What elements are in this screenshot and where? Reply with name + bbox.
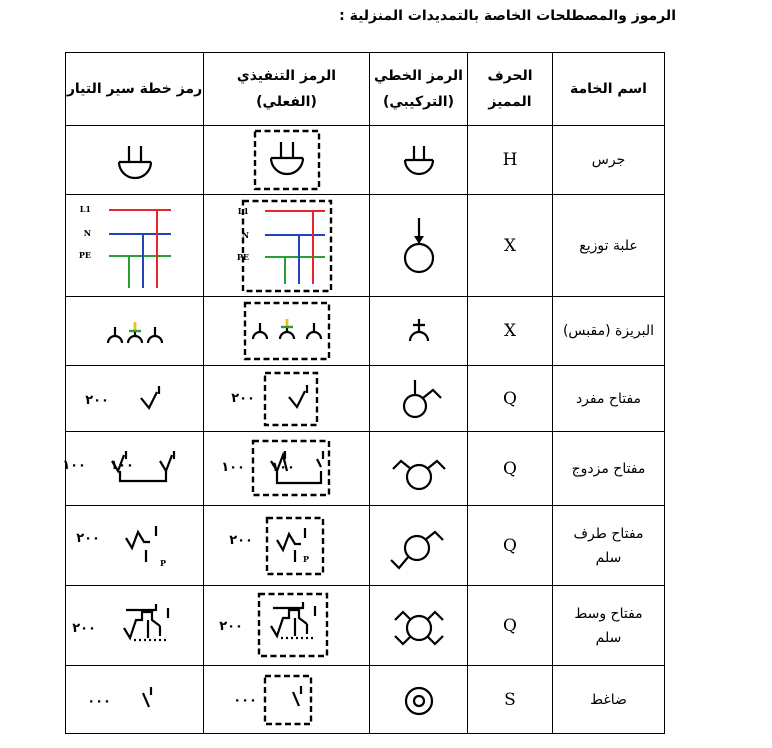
svg-text:٢٠٠: ٢٠٠ <box>75 530 100 546</box>
svg-text:١٠٠: ١٠٠ <box>61 457 86 473</box>
row-letter: S <box>468 666 553 734</box>
exec-symbol <box>204 586 370 666</box>
row-letter: Q <box>468 432 553 506</box>
double-switch-line-icon <box>387 439 451 499</box>
row-letter: X <box>468 297 553 366</box>
distribution-box-line-icon <box>389 214 449 278</box>
row-letter: Q <box>468 366 553 432</box>
double-switch-exec-icon <box>220 437 337 501</box>
flow-symbol <box>66 366 204 432</box>
stair-middle-switch-exec-icon <box>218 590 337 662</box>
push-button-line-icon <box>389 675 449 725</box>
table-row <box>66 195 665 297</box>
row-name: جرس <box>553 126 665 195</box>
flow-symbol <box>66 586 204 666</box>
table-row <box>66 432 665 506</box>
exec-symbol <box>204 366 370 432</box>
svg-text:٢٠٠: ٢٠٠ <box>228 532 253 548</box>
row-name: ضاغط <box>553 666 665 734</box>
bell-flow-icon <box>85 140 185 180</box>
svg-text:٢٠٠: ٢٠٠ <box>84 392 109 408</box>
svg-text:٠٠٠: ٠٠٠ <box>232 692 257 708</box>
svg-text:N: N <box>83 227 91 238</box>
flow-symbol <box>66 195 204 297</box>
line-symbol <box>370 366 468 432</box>
exec-symbol <box>204 126 370 195</box>
svg-text:٢٠٠: ٢٠٠ <box>71 620 96 636</box>
socket-exec-icon <box>237 299 337 363</box>
line-symbol <box>370 195 468 297</box>
svg-text:١٠٠: ١٠٠ <box>220 459 245 475</box>
stair-end-switch-flow-icon <box>75 514 190 578</box>
flow-symbol <box>61 432 204 506</box>
row-name: مفتاح مزدوج <box>553 432 665 506</box>
line-symbol <box>370 126 468 195</box>
table-row <box>66 297 665 366</box>
page-title: الرموز والمصطلحات الخاصة بالتمديدات المنزلية : <box>339 8 676 24</box>
row-name: مفتاح مفرد <box>553 366 665 432</box>
svg-text:٠٠٠: ٠٠٠ <box>86 693 111 709</box>
svg-text:٢٠٠: ٢٠٠ <box>230 390 255 406</box>
svg-text:P: P <box>159 557 166 568</box>
header-line-symbol: الرمز الخطي (التركيبي) <box>370 53 468 126</box>
table-row <box>66 366 665 432</box>
svg-text:PE: PE <box>78 249 91 260</box>
single-switch-exec-icon <box>230 369 337 429</box>
row-letter: Q <box>468 586 553 666</box>
push-button-flow-icon <box>85 675 185 725</box>
line-symbol <box>370 666 468 734</box>
exec-symbol <box>204 195 370 297</box>
line-symbol <box>370 506 468 586</box>
row-name: مفتاح وسط سلم <box>553 586 665 666</box>
single-switch-line-icon <box>389 374 449 424</box>
distribution-box-exec-icon <box>237 198 337 294</box>
row-letter: X <box>468 195 553 297</box>
header-row <box>66 53 665 126</box>
row-letter: H <box>468 126 553 195</box>
line-symbol <box>370 297 468 366</box>
svg-text:٢٠٠: ٢٠٠ <box>218 618 243 634</box>
table-row <box>66 506 665 586</box>
bell-line-icon <box>389 140 449 180</box>
svg-text:N: N <box>241 229 249 240</box>
row-name: البريزة (مقبس) <box>553 297 665 366</box>
single-switch-flow-icon <box>85 374 185 424</box>
distribution-box-flow-icon <box>78 200 185 292</box>
row-name: مفتاح طرف سلم <box>553 506 665 586</box>
svg-text:L1: L1 <box>237 205 249 216</box>
svg-text:١٠٠: ١٠٠ <box>270 459 295 475</box>
line-symbol <box>370 432 468 506</box>
push-button-exec-icon <box>232 672 337 728</box>
row-name: علبة توزيع <box>553 195 665 297</box>
svg-text:PE: PE <box>236 251 249 262</box>
double-switch-flow-icon <box>61 437 190 501</box>
table-row <box>66 666 665 734</box>
table-row <box>66 586 665 666</box>
bell-exec-icon <box>237 128 337 192</box>
svg-text:L1: L1 <box>79 203 91 214</box>
exec-symbol <box>204 432 370 506</box>
stair-end-switch-line-icon <box>387 514 451 578</box>
line-symbol <box>370 586 468 666</box>
stair-end-switch-exec-icon <box>228 514 337 578</box>
exec-symbol <box>204 297 370 366</box>
header-name: اسم الخامة <box>553 53 665 126</box>
header-letter: الحرف المميز <box>468 53 553 126</box>
stair-middle-switch-flow-icon <box>71 590 190 662</box>
row-letter: Q <box>468 506 553 586</box>
flow-symbol <box>66 297 204 366</box>
symbols-table <box>61 52 665 734</box>
table-row <box>66 126 665 195</box>
header-exec-symbol: الرمز التنفيذي (الفعلي) <box>204 53 370 126</box>
header-flow-symbol: رمز خطة سير التيار <box>66 53 204 126</box>
flow-symbol <box>66 506 204 586</box>
svg-text:١٠٠: ١٠٠ <box>109 457 134 473</box>
svg-text:P: P <box>302 553 309 564</box>
socket-line-icon <box>389 311 449 351</box>
stair-middle-switch-line-icon <box>387 594 451 658</box>
socket-flow-icon <box>85 311 185 351</box>
flow-symbol <box>66 126 204 195</box>
exec-symbol <box>204 506 370 586</box>
exec-symbol <box>204 666 370 734</box>
flow-symbol <box>66 666 204 734</box>
